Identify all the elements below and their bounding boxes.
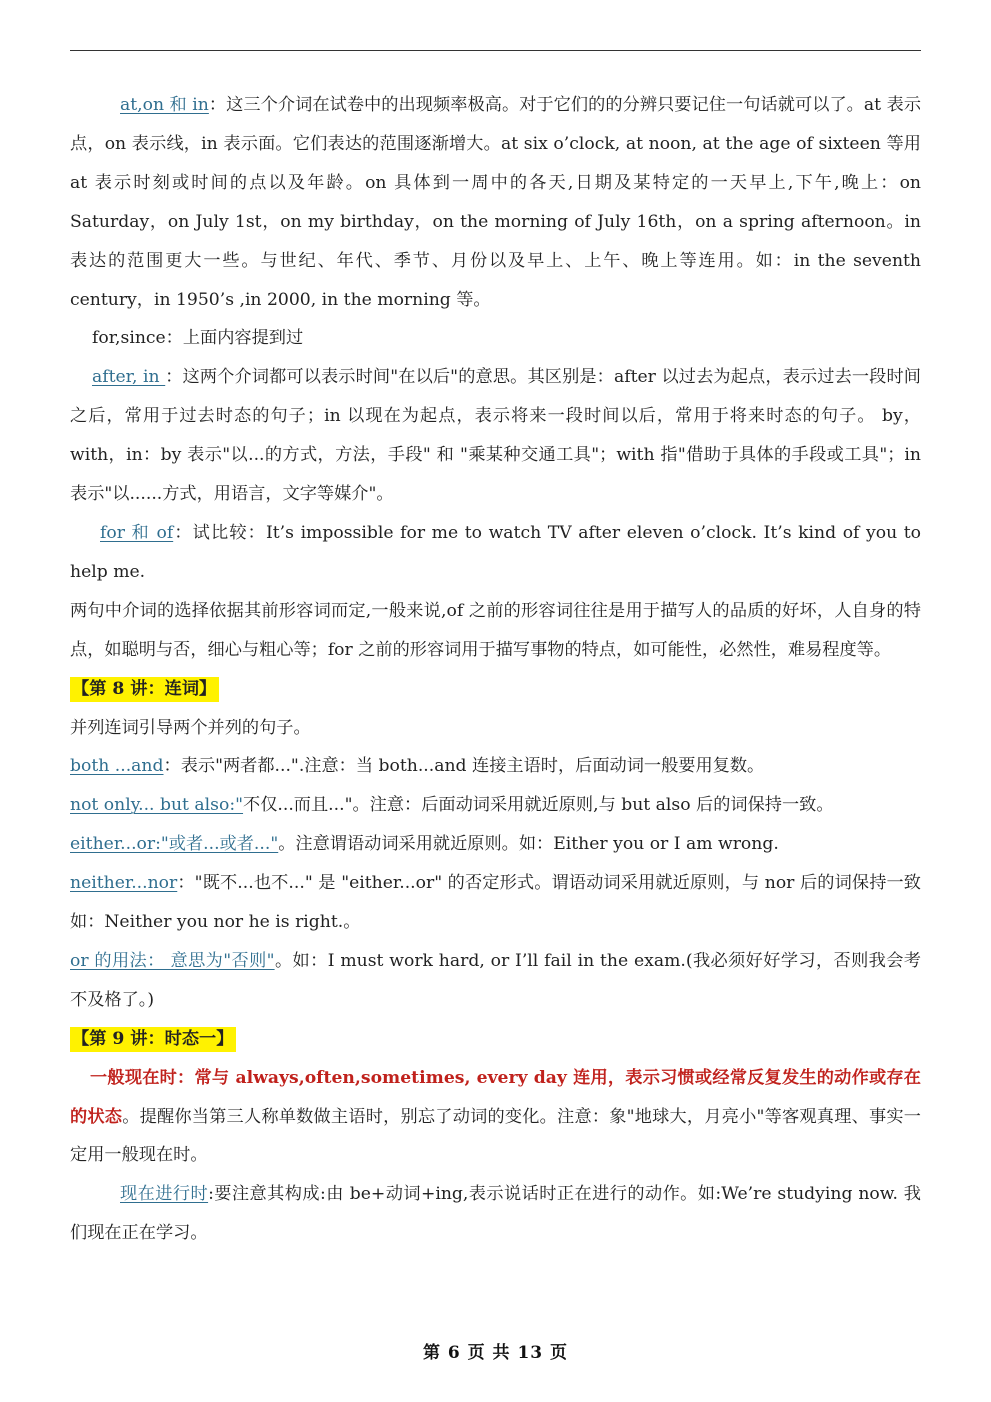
paragraph-text: ：表示"两者都...".注意：当 both...and 连接主语时，后面动词一般要用复数。 [163, 756, 765, 777]
paragraph-not-only [70, 786, 921, 825]
term-at-on-in[interactable]: at,on 和 in [120, 95, 209, 115]
paragraph-present-progressive [70, 1175, 921, 1253]
paragraph-neither-nor [70, 864, 921, 942]
term-present-progressive[interactable]: 现在进行时 [120, 1184, 209, 1205]
lecture-9-heading: 【第 9 讲：时态一】 [70, 1027, 236, 1052]
paragraph-after-in [70, 358, 921, 514]
paragraph-text: for,since：上面内容提到过 [92, 328, 304, 349]
term-or-usage[interactable]: or 的用法： 意思为"否则" [70, 950, 275, 971]
paragraph-text: 。注意谓语动词采用就近原则。如：Either you or I am wrong. [278, 834, 779, 855]
paragraph-adjective-rule [70, 592, 921, 670]
term-neither-nor[interactable]: neither...nor [70, 873, 178, 894]
paragraph-either-or [70, 825, 921, 864]
page-number-footer: 第 6 页 共 13 页 [422, 1343, 569, 1363]
paragraph-text: ：这三个介词在试卷中的出现频率极高。对于它们的的分辨只要记住一句话就可以了。at 表示点，on 表示线，in 表示面。它们表达的范围逐渐增大。at six o’clock, at noon, at the age of sixteen 等用 at 表示时刻或时间的点以及年龄。on 具体到一周中的各天,日期及某特定的一天早上,下午,晚上：on Saturday，on July 1st，on my birthday，on the morning of July 16th，on a spring afternoon。in 表达的范围更大一些。与世纪、年代、季节、月份以及早上、上午、晚上等连用。如：in the seventh century，in 1950’s ,in 2000, in the morning 等。 [70, 95, 922, 310]
term-for-of[interactable]: for 和 of [100, 522, 174, 543]
paragraph-text: ："既不...也不..." 是 "either...or" 的否定形式。谓语动词采用就近原则，与 nor 后的词保持一致 如：Neither you nor he is right.。 [70, 873, 921, 933]
section-heading-8 [70, 670, 921, 709]
paragraph-text: 。如：I must work hard, or I’ll fail in the exam.(我必须好好学习，否则我会考不及格了。) [70, 950, 921, 1010]
page-body [70, 86, 921, 1253]
lecture-8-heading: 【第 8 讲：连词】 [70, 677, 219, 702]
paragraph-simple-present [70, 1059, 921, 1176]
paragraph-text: ：试比较：It’s impossible for me to watch TV after eleven o’clock. It’s kind of you to help me. [70, 522, 922, 582]
paragraph-text: 不仅...而且..."。注意：后面动词采用就近原则,与 but also 后的词保持一致。 [243, 795, 834, 816]
paragraph-or-usage [70, 942, 921, 1020]
paragraph-for-since [70, 319, 921, 358]
section-heading-9 [70, 1020, 921, 1059]
paragraph-coordinating [70, 709, 921, 748]
paragraph-text: 两句中介词的选择依据其前形容词而定,一般来说,of 之前的形容词往往是用于描写人的品质的好坏，人自身的特点，如聪明与否，细心与粗心等；for 之前的形容词用于描写事物的特点，如可能性，必然性，难易程度等。 [70, 600, 921, 660]
term-both-and[interactable]: both ...and [70, 756, 164, 777]
simple-present-definition: 一般现在时：常与 always,often,sometimes, every day 连用，表示习惯或经常反复发生的动作或存在的状态 [70, 1067, 921, 1127]
term-after-in[interactable]: after, in [92, 367, 166, 388]
paragraph-text: 并列连词引导两个并列的句子。 [70, 717, 311, 738]
header-rule [70, 50, 921, 51]
term-not-only[interactable]: not only... but also:" [70, 795, 244, 816]
paragraph-text: :要注意其构成:由 be+动词+ing,表示说话时正在进行的动作。如:We’re studying now. 我们现在正在学习。 [70, 1184, 921, 1244]
paragraph-for-of [70, 514, 921, 592]
paragraph-at-on-in [70, 86, 921, 319]
paragraph-text: ：这两个介词都可以表示时间"在以后"的意思。其区别是：after 以过去为起点，表示过去一段时间之后，常用于过去时态的句子；in 以现在为起点，表示将来一段时间以后，常用于将来时态的句子。 by，with，in：by 表示"以...的方式，方法，手段" 和 "乘某种交通工具"；with 指"借助于具体的手段或工具"；in 表示"以......方式，用语言，文字等媒介"。 [70, 367, 921, 505]
term-either-or[interactable]: either...or:"或者...或者..." [70, 834, 279, 855]
paragraph-text: 。提醒你当第三人称单数做主语时，别忘了动词的变化。注意：象"地球大，月亮小"等客观真理、事实一定用一般现在时。 [70, 1106, 921, 1166]
paragraph-both-and [70, 747, 921, 786]
